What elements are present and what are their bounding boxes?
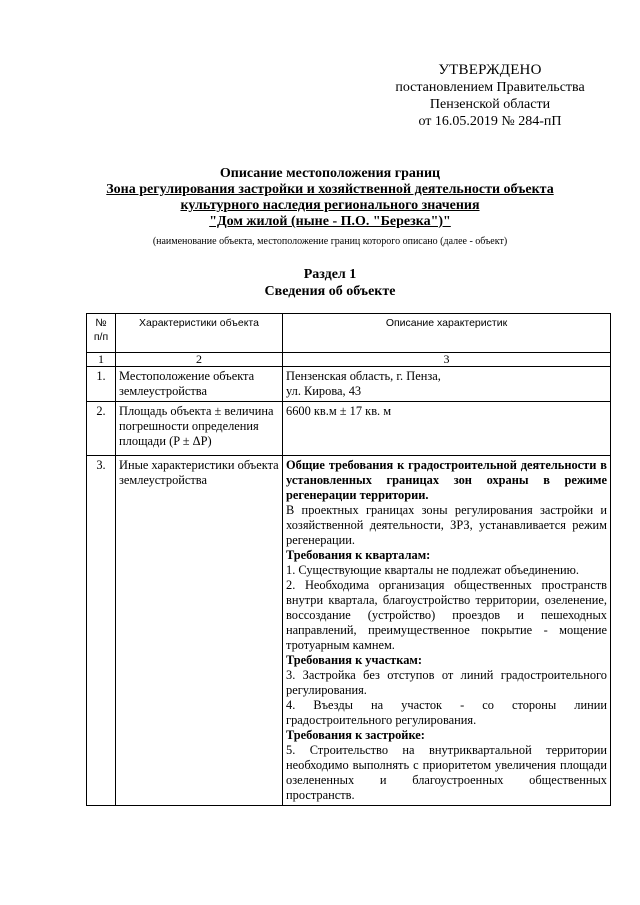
table-header-row (87, 314, 611, 353)
column-number-row (87, 353, 611, 367)
address-line: ул. Кирова, 43 (286, 384, 362, 398)
approval-heading: УТВЕРЖДЕНО (438, 62, 542, 78)
approval-line: от 16.05.2019 № 284-пП (418, 114, 562, 129)
requirements-heading: Требования к кварталам: (286, 548, 431, 562)
section-name: Сведения об объекте (264, 284, 396, 299)
table-row (87, 402, 611, 456)
header-description: Описание характеристик (283, 314, 611, 353)
requirements-item: 3. Застройка без отступов от линий градостроительного регулирования. (286, 668, 607, 697)
title-line: Описание местоположения границ (219, 166, 441, 181)
table-row (87, 456, 611, 806)
title-line-underlined: культурного наследия регионального значения (180, 198, 480, 213)
section-number: Раздел 1 (303, 267, 357, 282)
row-characteristic: Площадь объекта ± величина погрешности определения площади (P ± ΔP) (116, 402, 283, 456)
row-num: 3. (87, 456, 116, 806)
approval-stamp (370, 62, 610, 130)
section-heading (80, 266, 580, 300)
requirements-heading: Требования к застройке: (286, 728, 425, 742)
header-num: № п/п (87, 314, 116, 353)
column-number: 2 (116, 353, 283, 367)
requirements-item: 2. Необходима организация общественных пространств внутри квартала, благоустройство территории, озеленение, воссоздание (устройство) проездов и пешеходных направлений, преимущественное покрытие - мощение тротуарным камнем. (286, 578, 607, 652)
row-description: 6600 кв.м ± 17 кв. м (283, 402, 611, 456)
row-description (283, 456, 611, 806)
object-info-table (86, 313, 611, 806)
requirements-item: 1. Существующие кварталы не подлежат объединению. (286, 563, 580, 577)
title-caption: (наименование объекта, местоположение границ которого описано (далее - объект) (152, 236, 508, 247)
column-number: 1 (87, 353, 116, 367)
document-title (80, 166, 580, 230)
requirements-heading: Общие требования к градостроительной деятельности в установленных границах зон охраны в режиме регенерации территории. (286, 458, 607, 502)
approval-line: Пензенской области (429, 97, 551, 112)
row-characteristic: Местоположение объекта землеустройства (116, 367, 283, 402)
row-description (283, 367, 611, 402)
row-num: 1. (87, 367, 116, 402)
column-number: 3 (283, 353, 611, 367)
title-line-underlined: Зона регулирования застройки и хозяйственной деятельности объекта (106, 182, 554, 197)
approval-line: постановлением Правительства (395, 80, 585, 95)
table-row (87, 367, 611, 402)
row-characteristic: Иные характеристики объекта землеустройства (116, 456, 283, 806)
requirements-text: В проектных границах зоны регулирования застройки и хозяйственной деятельности, ЗРЗ, устанавливается режим регенерации. (286, 503, 607, 547)
address-line: Пензенская область, г. Пенза, (286, 369, 441, 383)
row-num: 2. (87, 402, 116, 456)
object-name: "Дом жилой (ныне - П.О. "Березка")" (209, 214, 451, 229)
requirements-item: 4. Въезды на участок - со стороны линии градостроительного регулирования. (286, 698, 607, 727)
header-characteristic: Характеристики объекта (116, 314, 283, 353)
requirements-heading: Требования к участкам: (286, 653, 422, 667)
requirements-item: 5. Строительство на внутриквартальной территории необходимо выполнять с приоритетом увеличения площади озелененных и благоустроенных общественных пространств. (286, 743, 607, 802)
